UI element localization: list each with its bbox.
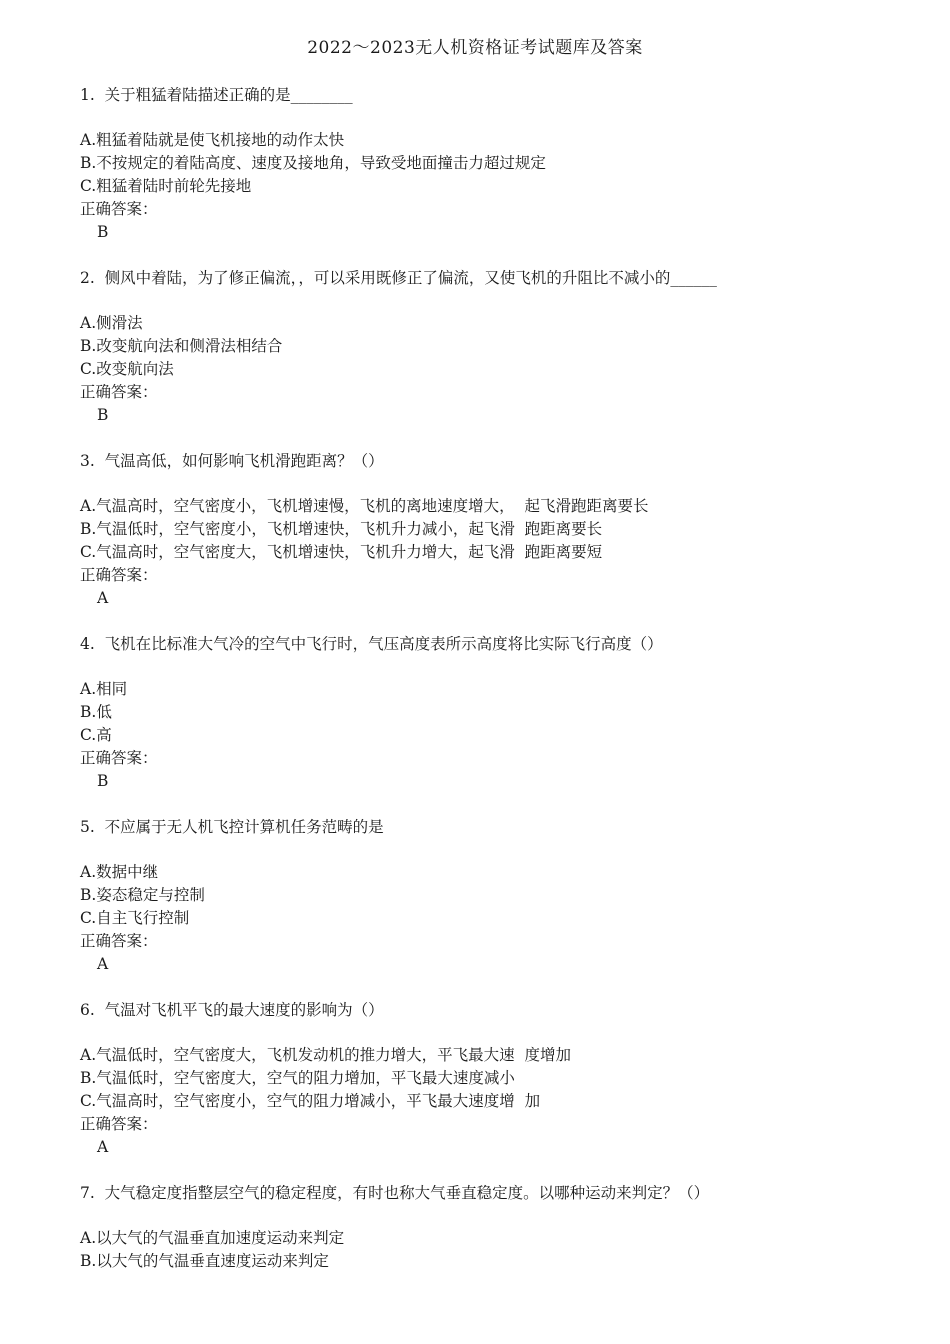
- answer-value: B: [97, 406, 109, 424]
- option-c: C.粗猛着陆时前轮先接地: [80, 177, 252, 195]
- option-list: [80, 129, 880, 198]
- option-a: A.气温低时，空气密度大，飞机发动机的推力增大，平飞最大速 度增加: [80, 1046, 571, 1064]
- question-7: [80, 1182, 880, 1273]
- answer-value: A: [97, 955, 109, 973]
- question-text: 关于粗猛着陆描述正确的是________: [104, 86, 353, 104]
- option-a: A.粗猛着陆就是使飞机接地的动作太快: [80, 131, 345, 149]
- question-6: [80, 999, 880, 1159]
- question-3: [80, 450, 880, 610]
- question-stem: [80, 999, 880, 1021]
- question-stem: [80, 633, 880, 655]
- question-text: 气温高低，如何影响飞机滑跑距离？（）: [104, 452, 384, 470]
- answer-label: 正确答案：: [80, 566, 158, 584]
- question-4: [80, 633, 880, 793]
- option-b: B.以大气的气温垂直速度运动来判定: [80, 1252, 329, 1270]
- question-number: 2.: [80, 269, 95, 287]
- option-c: C.高: [80, 726, 112, 744]
- answer-label: 正确答案：: [80, 932, 158, 950]
- option-list: [80, 1044, 880, 1113]
- option-b: B.气温低时，空气密度大，空气的阻力增加，平飞最大速度减小: [80, 1069, 515, 1087]
- answer-value: B: [97, 772, 109, 790]
- question-number: 5.: [80, 818, 95, 836]
- question-text: 大气稳定度指整层空气的稳定程度，有时也称大气垂直稳定度。以哪种运动来判定？（）: [104, 1184, 710, 1202]
- option-a: A.相同: [80, 680, 128, 698]
- question-stem: [80, 267, 880, 289]
- option-c: C.改变航向法: [80, 360, 174, 378]
- question-number: 1.: [80, 86, 95, 104]
- question-number: 7.: [80, 1184, 95, 1202]
- question-2: [80, 267, 880, 427]
- question-stem: [80, 450, 880, 472]
- answer-value: A: [97, 1138, 109, 1156]
- option-list: [80, 312, 880, 381]
- answer-label: 正确答案：: [80, 200, 158, 218]
- question-text: 侧风中着陆，为了修正偏流，，可以采用既修正了偏流，又使飞机的升阻比不减小的______: [104, 269, 717, 287]
- option-list: [80, 1227, 880, 1273]
- option-b: B.姿态稳定与控制: [80, 886, 205, 904]
- option-a: A.数据中继: [80, 863, 159, 881]
- option-list: [80, 861, 880, 930]
- question-stem: [80, 1182, 880, 1204]
- question-text: 气温对飞机平飞的最大速度的影响为（）: [104, 1001, 384, 1019]
- question-text: 飞机在比标准大气冷的空气中飞行时，气压高度表所示高度将比实际飞行高度（）: [104, 635, 663, 653]
- option-a: A.侧滑法: [80, 314, 143, 332]
- option-b: B.气温低时，空气密度小，飞机增速快，飞机升力减小，起飞滑 跑距离要长: [80, 520, 603, 538]
- question-text: 不应属于无人机飞控计算机任务范畴的是: [104, 818, 384, 836]
- document-title: 2022～2023无人机资格证考试题库及答案: [307, 38, 643, 58]
- answer-value: A: [97, 589, 109, 607]
- option-c: C.气温高时，空气密度大，飞机增速快，飞机升力增大，起飞滑 跑距离要短: [80, 543, 603, 561]
- option-c: C.气温高时，空气密度小，空气的阻力增减小，平飞最大速度增 加: [80, 1092, 541, 1110]
- question-stem: [80, 84, 880, 106]
- question-5: [80, 816, 880, 976]
- option-list: [80, 678, 880, 747]
- option-a: A.以大气的气温垂直加速度运动来判定: [80, 1229, 345, 1247]
- question-1: [80, 84, 880, 244]
- question-stem: [80, 816, 880, 838]
- question-list: [80, 84, 880, 1296]
- option-list: [80, 495, 880, 564]
- option-b: B.不按规定的着陆高度、速度及接地角，导致受地面撞击力超过规定: [80, 154, 546, 172]
- option-a: A.气温高时，空气密度小，飞机增速慢，飞机的离地速度增大， 起飞滑跑距离要长: [80, 497, 649, 515]
- answer-label: 正确答案：: [80, 383, 158, 401]
- answer-value: B: [97, 223, 109, 241]
- option-b: B.低: [80, 703, 112, 721]
- question-number: 4.: [80, 635, 95, 653]
- option-c: C.自主飞行控制: [80, 909, 190, 927]
- answer-label: 正确答案：: [80, 1115, 158, 1133]
- question-number: 3.: [80, 452, 95, 470]
- option-b: B.改变航向法和侧滑法相结合: [80, 337, 283, 355]
- question-number: 6.: [80, 1001, 95, 1019]
- answer-label: 正确答案：: [80, 749, 158, 767]
